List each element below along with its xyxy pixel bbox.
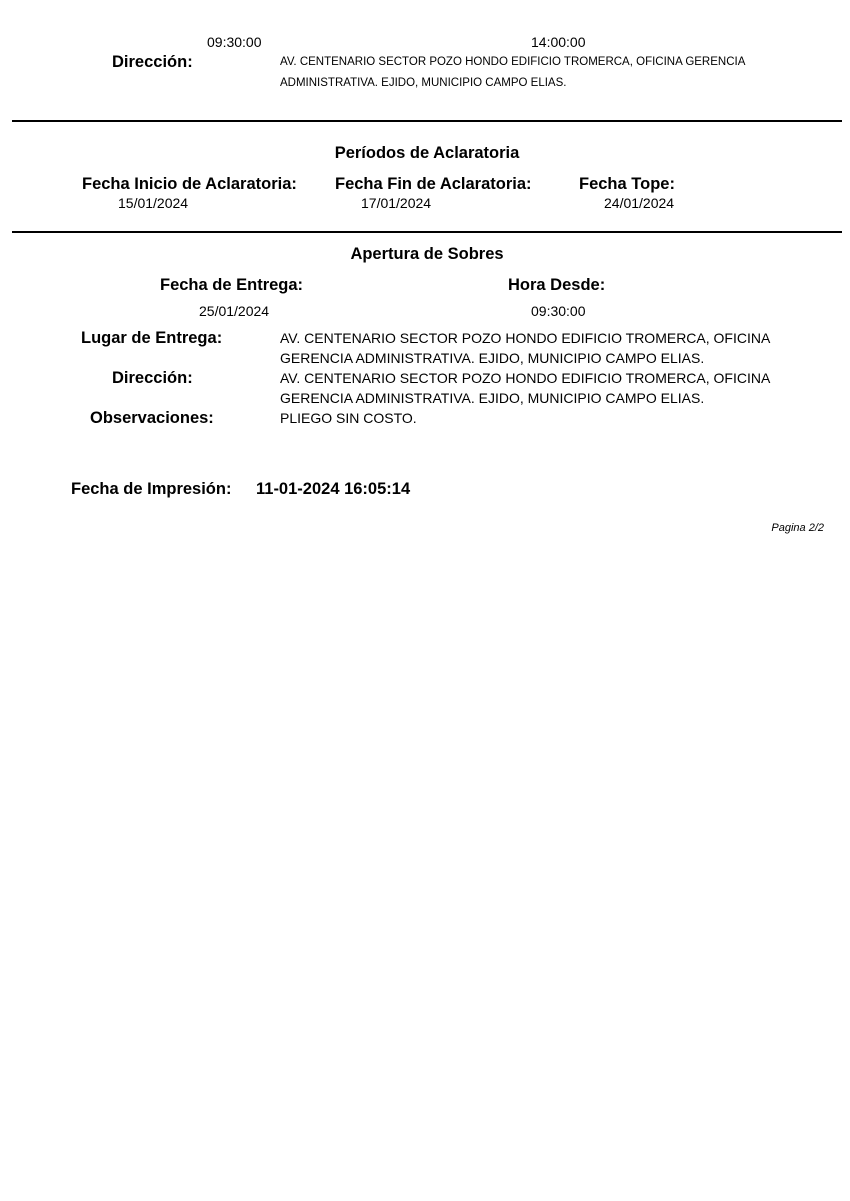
- observaciones-value: PLIEGO SIN COSTO.: [280, 410, 417, 426]
- direccion-label: Dirección:: [112, 53, 193, 71]
- fecha-entrega-label: Fecha de Entrega:: [160, 276, 304, 294]
- sobres-direccion-label: Dirección:: [112, 369, 193, 387]
- section-divider: [12, 231, 842, 233]
- hora-desde-label: Hora Desde:: [508, 276, 606, 294]
- hora-desde-value: 09:30:00: [207, 34, 262, 50]
- fecha-impresion-value: 11-01-2024 16:05:14: [256, 480, 411, 498]
- fecha-tope-label: Fecha Tope:: [579, 175, 675, 193]
- inicio-aclaratoria-label: Fecha Inicio de Aclaratoria:: [82, 175, 297, 193]
- fecha-impresion-label: Fecha de Impresión:: [71, 480, 232, 498]
- aclaratoria-title: Períodos de Aclaratoria: [334, 144, 520, 162]
- lugar-entrega-value: AV. CENTENARIO SECTOR POZO HONDO EDIFICIO TROMERCA, OFICINA GERENCIA ADMINISTRATIVA. EJIDO, MUNICIPIO CAMPO ELIAS.: [280, 330, 770, 366]
- fecha-entrega-value: 25/01/2024: [199, 303, 270, 319]
- lugar-entrega-label: Lugar de Entrega:: [81, 329, 223, 347]
- page-number: Pagina 2/2: [771, 522, 824, 534]
- section-divider: [12, 120, 842, 122]
- fecha-tope-value: 24/01/2024: [604, 195, 675, 211]
- direccion-value: AV. CENTENARIO SECTOR POZO HONDO EDIFICIO TROMERCA, OFICINA GERENCIA ADMINISTRATIVA. EJIDO, MUNICIPIO CAMPO ELIAS.: [280, 56, 745, 89]
- inicio-aclaratoria-value: 15/01/2024: [118, 195, 189, 211]
- fin-aclaratoria-label: Fecha Fin de Aclaratoria:: [335, 175, 532, 193]
- fin-aclaratoria-value: 17/01/2024: [361, 195, 432, 211]
- sobres-direccion-value: AV. CENTENARIO SECTOR POZO HONDO EDIFICIO TROMERCA, OFICINA GERENCIA ADMINISTRATIVA. EJIDO, MUNICIPIO CAMPO ELIAS.: [280, 370, 770, 406]
- observaciones-label: Observaciones:: [90, 409, 214, 427]
- sobres-hora-desde-value: 09:30:00: [531, 303, 586, 319]
- hora-hasta-value: 14:00:00: [531, 34, 586, 50]
- sobres-title: Apertura de Sobres: [350, 245, 504, 263]
